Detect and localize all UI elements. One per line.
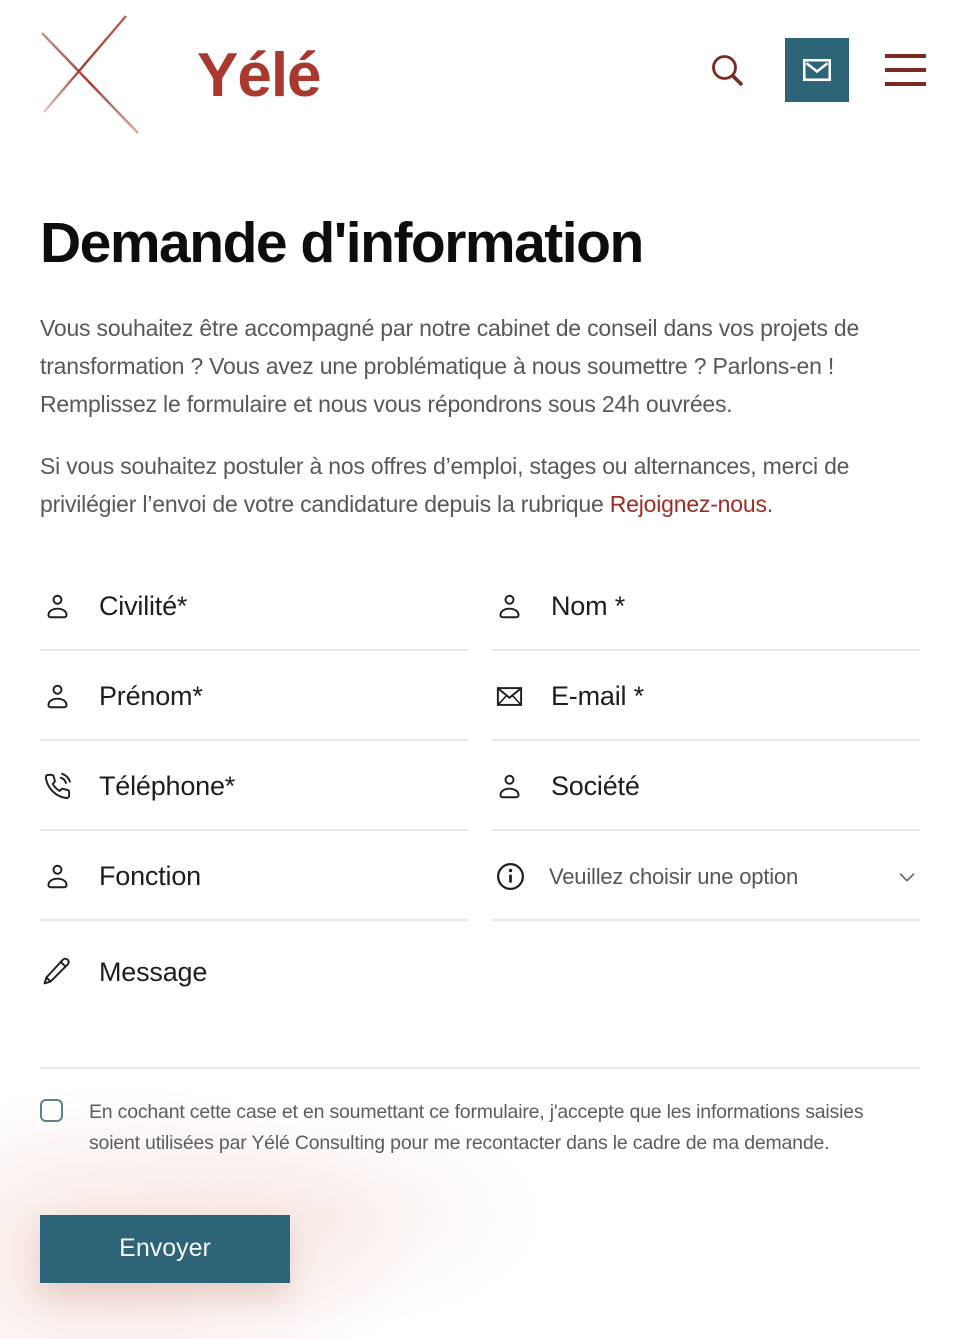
civilite-field[interactable]	[40, 561, 468, 651]
search-button[interactable]	[705, 48, 749, 92]
intro-paragraph-1: Vous souhaitez être accompagné par notre cabinet de conseil dans vos projets de transformation ? Vous avez une problématique à nous soumettre ? Parlons-en ! Remplissez le formulaire et nous vous répondrons sous 24h ouvrées.	[40, 314, 860, 417]
phone-icon	[42, 771, 73, 802]
societe-input[interactable]	[551, 771, 918, 802]
rejoignez-nous-link[interactable]: Rejoignez-nous	[609, 490, 767, 517]
fonction-input[interactable]	[99, 861, 466, 892]
user-icon	[494, 771, 525, 802]
user-icon	[42, 681, 73, 712]
header-actions	[705, 38, 926, 102]
search-icon	[707, 50, 747, 90]
civilite-input[interactable]	[99, 591, 466, 622]
consent-text: En cochant cette case et en soumettant ce formulaire, j'accepte que les informations saisies soient utilisées par Yélé Consulting pour me recontacter dans le cadre de ma demande.	[89, 1100, 864, 1154]
prenom-field[interactable]	[40, 651, 468, 741]
info-icon	[494, 860, 527, 893]
societe-field[interactable]	[492, 741, 920, 831]
logo-wordmark: Yélé	[197, 41, 321, 110]
prenom-input[interactable]	[99, 681, 466, 712]
user-icon	[42, 591, 73, 622]
telephone-input[interactable]	[99, 771, 466, 802]
email-input[interactable]	[551, 681, 918, 712]
select-placeholder: Veuillez choisir une option	[549, 863, 798, 889]
contact-form	[40, 561, 920, 1069]
message-field[interactable]	[40, 921, 920, 1069]
intro2-period: .	[766, 490, 773, 517]
telephone-field[interactable]	[40, 741, 468, 831]
intro-paragraph-2	[40, 447, 920, 523]
main-content	[0, 212, 960, 1339]
header	[0, 0, 960, 140]
consent-checkbox[interactable]	[40, 1099, 63, 1122]
envelope-icon	[494, 681, 525, 712]
menu-button[interactable]	[885, 50, 926, 90]
intro2-text: Si vous souhaitez postuler à nos offres d’emploi, stages ou alternances, merci de privilégier l’envoi de votre candidature depuis la rubrique	[40, 452, 850, 517]
hamburger-icon	[885, 82, 926, 86]
user-icon	[42, 861, 73, 892]
chevron-down-icon	[896, 866, 918, 888]
pencil-icon	[42, 955, 73, 986]
contact-mail-button[interactable]	[785, 38, 849, 102]
mail-icon	[799, 52, 835, 88]
user-icon	[494, 591, 525, 622]
option-select[interactable]	[492, 831, 920, 921]
message-input[interactable]	[99, 955, 918, 988]
fonction-field[interactable]	[40, 831, 468, 921]
consent-row	[40, 1097, 920, 1159]
yele-logo[interactable]	[38, 10, 321, 135]
email-field[interactable]	[492, 651, 920, 741]
nom-input[interactable]	[551, 591, 918, 622]
nom-field[interactable]	[492, 561, 920, 651]
hamburger-icon	[885, 68, 926, 72]
submit-button[interactable]: Envoyer	[40, 1215, 290, 1283]
page-title: Demande d'information	[40, 211, 643, 275]
hamburger-icon	[885, 54, 926, 58]
